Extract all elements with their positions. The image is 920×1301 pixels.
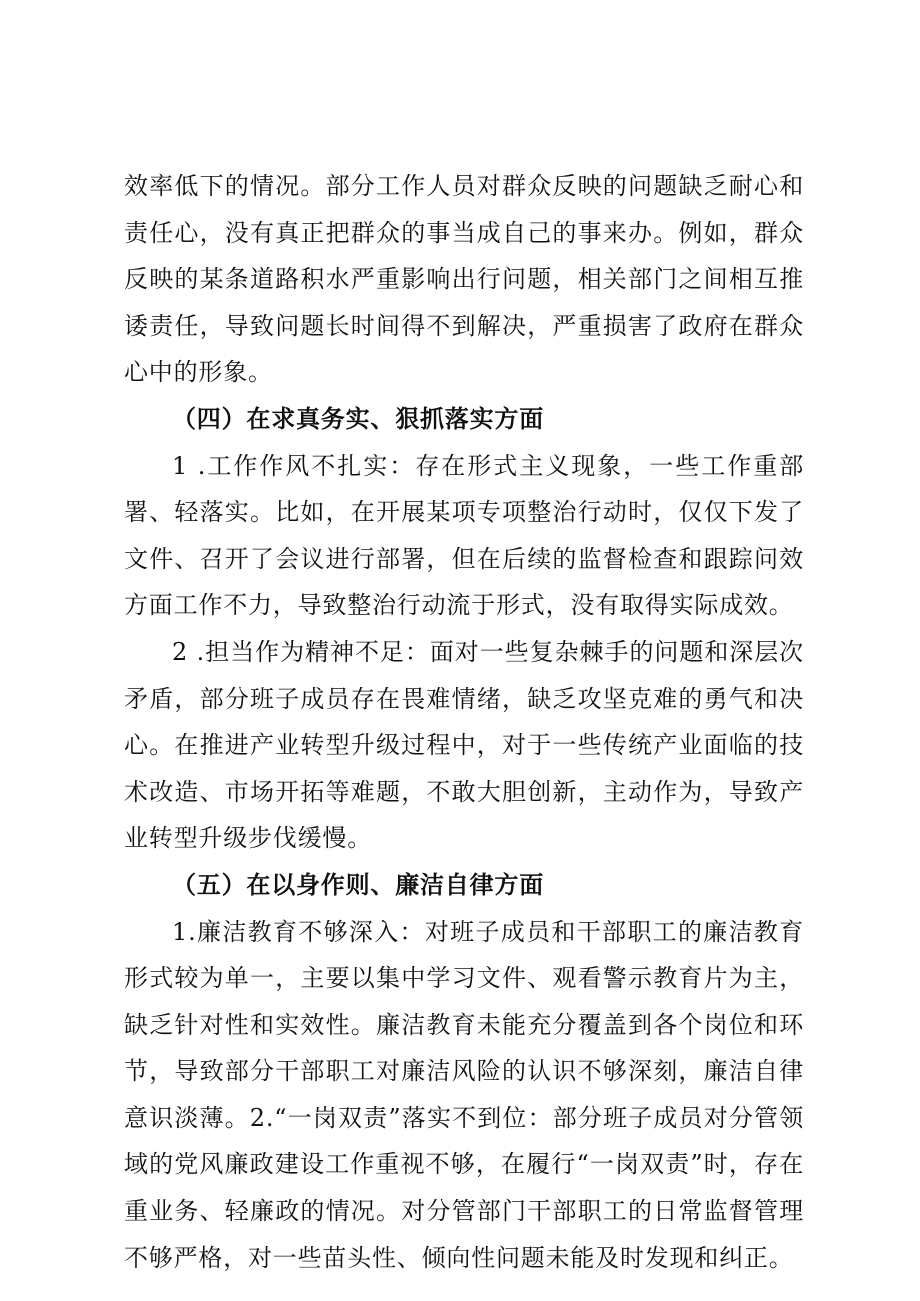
paragraph-continuation: 效率低下的情况。部分工作人员对群众反映的问题缺乏耐心和责任心，没有真正把群众的事当成自己的事来办。例如，群众反映的某条道路积水严重影响出行问题，相关部门之间相互推诿责任，导致问题长时间得不到解决，严重损害了政府在群众心中的形象。	[124, 172, 804, 387]
section-heading-4: （四）在求真务实、狠抓落实方面	[172, 403, 544, 433]
paragraph-4-2: 2 .担当作为精神不足：面对一些复杂棘手的问题和深层次矛盾，部分班子成员存在畏难情绪，缺乏攻坚克难的勇气和决心。在推进产业转型升级过程中，对于一些传统产业面临的技术改造、市场开拓等难题，不敢大胆创新，主动作为，导致产业转型升级步伐缓慢。	[124, 637, 804, 853]
paragraph-5-1: 1.廉洁教育不够深入：对班子成员和干部职工的廉洁教育形式较为单一，主要以集中学习文件、观看警示教育片为主，缺乏针对性和实效性。廉洁教育未能充分覆盖到各个岗位和环节，导致部分干部职工对廉洁风险的认识不够深刻，廉洁自律意识淡薄。2.“一岗双责”落实不到位：部分班子成员对分管领域的党风廉政建设工作重视不够，在履行“一岗双责”时，存在重业务、轻廉政的情况。对分管部门干部职工的日常监督管理不够严格，对一些苗头性、倾向性问题未能及时发现和纠正。	[124, 917, 804, 1272]
paragraph-4-1: 1 .工作作风不扎实：存在形式主义现象，一些工作重部署、轻落实。比如，在开展某项专项整治行动时，仅仅下发了文件、召开了会议进行部署，但在后续的监督检查和跟踪问效方面工作不力，导致整治行动流于形式，没有取得实际成效。	[124, 451, 804, 620]
section-heading-5: （五）在以身作则、廉洁自律方面	[172, 869, 544, 899]
document-body	[124, 163, 804, 1281]
